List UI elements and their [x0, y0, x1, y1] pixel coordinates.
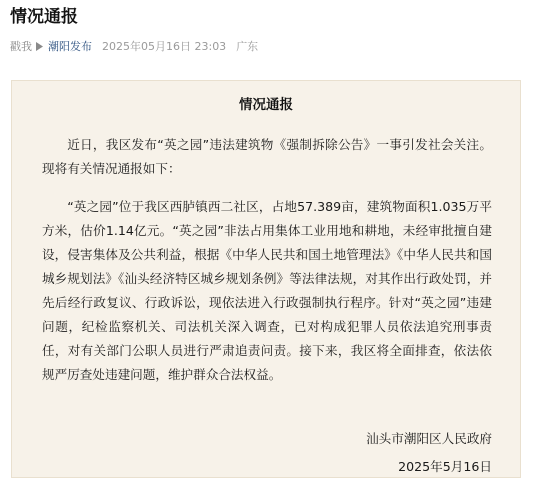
notice-signature-block: [366, 425, 492, 481]
notice-paragraph: “英之园”位于我区西胪镇西二社区，占地57.389亩，建筑物面积1.035万平方米，估价1.14亿元。“英之园”非法占用集体工业用地和耕地，未经审批擅自建设，侵害集体及公共利益，根据《中华人民共和国土地管理法》《中华人民共和国城乡规划法》《汕头经济特区城乡规划条例》等法律法规，对其作出行政处罚，并先后经行政复议、行政诉讼，现依法进入行政强制执行程序。针对“英之园”违建问题，纪检监察机关、司法机关深入调查，已对构成犯罪人员依法追究刑事责任，对有关部门公职人员进行严肃追责问责。接下来，我区将全面排查，依法依规严厉查处违建问题，维护群众合法权益。: [42, 199, 492, 382]
notice-title: 情况通报: [239, 97, 293, 113]
publish-datetime: 2025年05月16日 23:03: [102, 40, 227, 53]
page-title: 情况通报: [10, 7, 78, 27]
notice-body: [42, 133, 492, 401]
meta-prefix-link[interactable]: 戳我: [10, 40, 32, 53]
notice-date: 2025年5月16日: [398, 459, 492, 474]
play-triangle-icon: [34, 40, 44, 52]
source-account-link[interactable]: 潮阳发布: [48, 40, 92, 53]
notice-card: [11, 80, 521, 478]
notice-paragraph: 近日，我区发布“英之园”违法建筑物《强制拆除公告》一事引发社会关注。现将有关情况通报如下：: [42, 137, 492, 176]
publish-region: 广东: [236, 40, 259, 53]
meta-bar: [10, 36, 258, 56]
notice-signature: 汕头市潮阳区人民政府: [366, 431, 492, 446]
